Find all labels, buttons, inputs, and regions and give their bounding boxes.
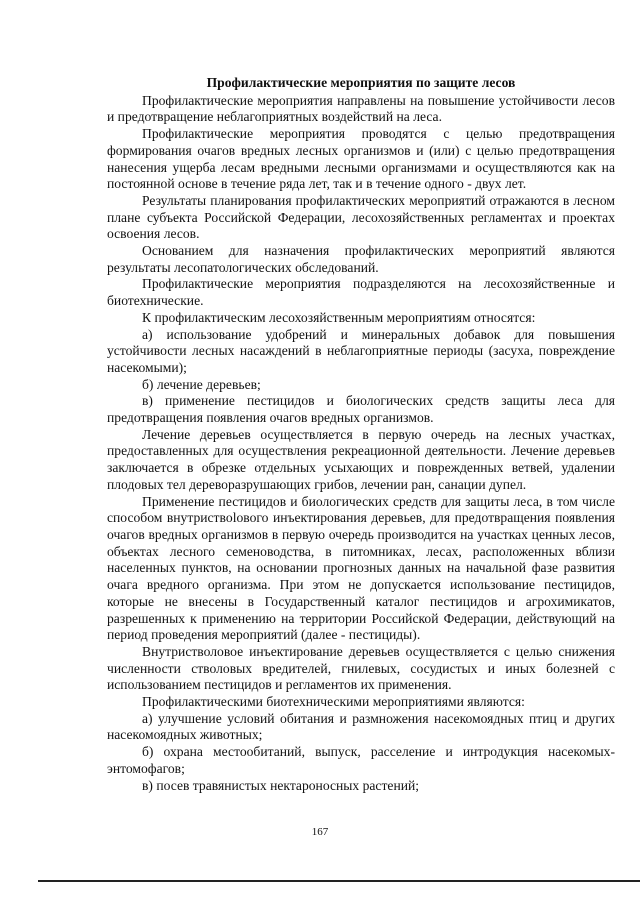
- paragraph-7: Лечение деревьев осуществляется в первую очередь на лесных участках, предоставленных для осуществления рекреационной деятельности. Лечение деревьев заключается в обрезке отдельных усыхающих и поврежденных ветвей, удалении плодовых тел дереворазрушающих грибов, лечении ран, санации дупел.: [107, 426, 615, 492]
- page-number: 167: [311, 826, 329, 838]
- paragraph-3: Результаты планирования профилактических мероприятий отражаются в лесном плане субъекта Российской Федерации, лесохозяйственных регламентах и проектах освоения лесов.: [107, 192, 615, 242]
- list-item-a1: а) использование удобрений и минеральных добавок для повышения устойчивости лесных насаждений в неблагоприятные периоды (засуха, повреждение насекомыми);: [107, 326, 615, 375]
- list-item-v2: в) посев травянистых нектароносных растений;: [142, 777, 420, 793]
- paragraph-1: Профилактические мероприятия направлены на повышение устойчивости лесов и предотвращение неблагоприятных воздействий на леса.: [107, 92, 615, 125]
- list-item-b2: б) охрана местообитаний, выпуск, расселение и интродукция насекомых-энтомофагов;: [107, 744, 615, 776]
- paragraph-4: Основанием для назначения профилактических мероприятий являются результаты лесопатологических обследований.: [107, 243, 615, 275]
- paragraph-9: Внутристволовое инъектирование деревьев осуществляется с целью снижения численности стволовых вредителей, гнилевых, сосудистых и иных болезней с использованием пестицидов и регламентов их применения.: [107, 643, 615, 693]
- document-body: [107, 75, 615, 794]
- paragraph-8: Применение пестицидов и биологических средств для защиты леса, в том числе способом внутриствolового инъектирования деревьев, для предотвращения появления очагов вредных организмов в первую очередь производится на участках ценных лесов, объектах лесного семеноводства, в питомниках, лесах, расположенных вблизи населенных пунктов, на основании прогнозных данных на начальной фазе развития очага вредного организма. При этом не допускается использование пестицидов, которые не внесены в Государственный каталог пестицидов и агрохимикатов, разрешенных к применению на территории Российской Федерации, действующий на период проведения мероприятий (далее - пестициды).: [107, 493, 615, 643]
- list-item-a2: а) улучшение условий обитания и размножения насекомоядных птиц и других насекомоядных животных;: [107, 710, 615, 743]
- paragraph-6: К профилактическим лесохозяйственным мероприятиям относятся:: [142, 309, 536, 325]
- bottom-rule: [38, 880, 640, 882]
- paragraph-5: Профилактические мероприятия подразделяются на лесохозяйственные и биотехнические.: [107, 276, 615, 309]
- paragraph-2: Профилактические мероприятия проводятся с целью предотвращения формирования очагов вредных лесных организмов и (или) с целью предотвращения нанесения ущерба лесам вредными лесными организмами и осуществляются как на постоянной основе в течение ряда лет, так и в течение одного - двух лет.: [107, 126, 615, 192]
- list-item-v1: в) применение пестицидов и биологических средств защиты леса для предотвращения появления очагов вредных организмов.: [107, 393, 615, 426]
- paragraph-10: Профилактическими биотехническими мероприятиями являются:: [142, 694, 525, 710]
- document-title: Профилактические мероприятия по защите лесов: [206, 75, 516, 90]
- list-item-b1: б) лечение деревьев;: [142, 376, 261, 392]
